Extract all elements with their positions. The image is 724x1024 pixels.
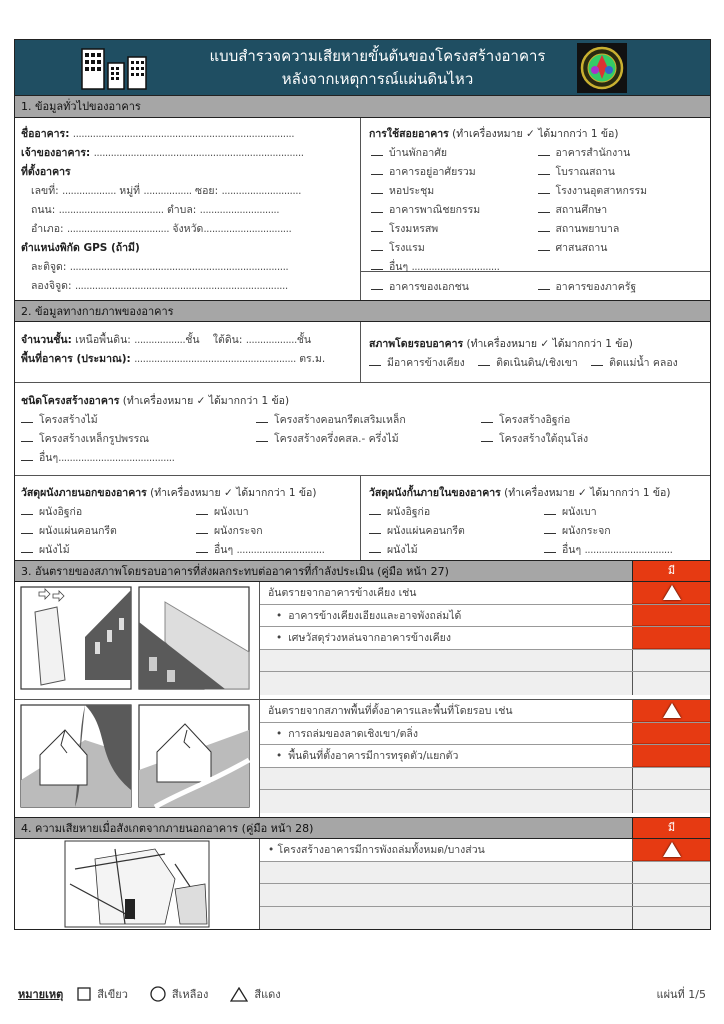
hazard-item: โครงสร้างอาคารมีการพังถล่มทั้งหมด/บางส่วน [277, 844, 485, 856]
form-header [15, 40, 710, 96]
red-mark-cell[interactable] [632, 745, 710, 767]
exterior-walls: วัสดุผนังภายนอกของอาคาร (ทำเครื่องหมาย ✓ ได้มากกว่า 1 ข้อ) ผนังอิฐก่อ ผนังเบา ผนังแผ่นคอนกรีต ผนังกระจก ผนังไม้ อื่นๆ ............................... [15, 476, 360, 560]
section-2-title: 2. ข้อมูลทางกายภาพของอาคาร [21, 305, 174, 318]
usage-option[interactable]: อาคารสำนักงาน [538, 144, 705, 163]
legend [18, 985, 706, 1003]
interior-wall-option[interactable]: ผนังไม้ [369, 541, 544, 560]
structure-type: ชนิดโครงสร้างอาคาร (ทำเครื่องหมาย ✓ ได้มากกว่า 1 ข้อ) โครงสร้างไม้ โครงสร้างคอนกรีตเสริมเหล็ก โครงสร้างอิฐก่อ โครงสร้างเหล็กรูปพรรณ โครงสร้างครึ่งคสล.- ครึ่งไม้ โครงสร้างใต้ถุนโล่ง อื่นๆ......................................... [15, 382, 710, 475]
red-mark-cell[interactable] [632, 723, 710, 745]
subdistrict-label: ตำบล: [166, 204, 197, 216]
legend-label: หมายเหตุ [18, 988, 64, 1001]
form-title [165, 45, 590, 91]
hazard-row-empty[interactable] [260, 672, 710, 695]
usage-option[interactable]: สถานศึกษา [538, 201, 705, 220]
structure-option[interactable]: โครงสร้างใต้ถุนโล่ง [481, 430, 704, 449]
usage-option[interactable]: โรงงานอุตสาหกรรม [538, 182, 705, 201]
longitude-label: ลองจิจูด: [31, 280, 72, 292]
latitude-label: ละติจูด: [31, 261, 67, 273]
owner-field[interactable]: .......................................................................... [93, 147, 304, 159]
province-label: จังหวัด [172, 223, 204, 235]
interior-walls: วัสดุผนังกั้นภายในของอาคาร (ทำเครื่องหมาย ✓ ได้มากกว่า 1 ข้อ) ผนังอิฐก่อ ผนังเบา ผนังแผ่นคอนกรีต ผนังกระจก ผนังไม้ อื่นๆ ............................... [360, 476, 710, 560]
usage-option[interactable]: บ้านพักอาศัย [371, 144, 538, 163]
survey-form [14, 39, 711, 930]
red-mark-cell[interactable] [632, 582, 710, 604]
floors-info: จำนวนชั้น: เหนือพื้นดิน: ..................ชั้น ใต้ดิน: ..................ชั้น พื้นที่อาคาร (ประมาณ): ......................................................... ตร.ม. [21, 334, 326, 365]
triangle-icon [663, 585, 681, 600]
wall-materials [15, 475, 710, 560]
title-line-1: แบบสำรวจความเสียหายขั้นต้นของโครงสร้างอาคาร [209, 47, 546, 65]
structure-option[interactable]: โครงสร้างคอนกรีตเสริมเหล็ก [256, 411, 481, 430]
hazard-heading: อันตรายจากอาคารข้างเคียง เช่น [268, 587, 417, 599]
hazard-row-empty[interactable] [260, 650, 710, 673]
moo-label: หมู่ที่ [119, 185, 141, 197]
interior-walls-title: วัสดุผนังกั้นภายในของอาคาร [369, 487, 501, 499]
structure-option[interactable]: โครงสร้างอิฐก่อ [481, 411, 704, 430]
buildings-icon [80, 48, 150, 90]
usage-title: การใช้สอยอาคาร [369, 128, 449, 140]
interior-wall-option[interactable]: ผนังเบา [544, 503, 704, 522]
district-field[interactable]: .................................... [66, 223, 170, 235]
exterior-damage-rows [260, 839, 710, 929]
structure-title: ชนิดโครงสร้างอาคาร [21, 395, 120, 407]
floors-below-field[interactable]: .................. [245, 334, 297, 346]
usage-option[interactable]: สถานพยาบาล [538, 220, 705, 239]
landslide-illustration [15, 700, 260, 817]
surroundings-title: สภาพโดยรอบอาคาร [369, 338, 464, 350]
legend-red: สีแดง [230, 985, 280, 1003]
usage-option[interactable]: อาคารอยู่อาศัยรวม [371, 163, 538, 182]
hazard-adjacent-buildings [15, 582, 710, 699]
section-4-header [15, 817, 710, 839]
floors-label: จำนวนชั้น: [21, 334, 72, 346]
building-name-field[interactable]: .............................................................................. [72, 128, 295, 140]
hazard-row-empty[interactable] [260, 862, 710, 885]
floors-and-surroundings [15, 322, 710, 382]
hazard-row: • เศษวัสดุร่วงหล่นจากอาคารข้างเคียง [260, 627, 710, 650]
hazard-item: พื้นดินที่ตั้งอาคารมีการทรุดตัว/แยกตัว [288, 750, 459, 763]
exterior-wall-option[interactable]: ผนังไม้ [21, 541, 196, 560]
surroundings-option[interactable]: ติดแม่น้ำ คลอง [591, 357, 678, 369]
house-no-label: เลขที่: [31, 185, 59, 197]
general-info [15, 118, 360, 300]
exterior-damage [15, 839, 710, 929]
red-mark-cell[interactable] [632, 839, 710, 861]
triangle-icon [663, 703, 681, 718]
structure-option-other[interactable]: อื่นๆ......................................... [21, 449, 256, 468]
building-usage [360, 118, 710, 300]
hazard-row-empty[interactable] [260, 768, 710, 791]
subdistrict-field[interactable]: ............................ [199, 204, 280, 216]
hazard-row: • อาคารข้างเคียงเอียงและอาจพังถล่มได้ [260, 605, 710, 628]
legend-yellow: สีเหลือง [150, 985, 208, 1003]
hazard-item: อาคารข้างเคียงเอียงและอาจพังถล่มได้ [288, 609, 462, 622]
adjacent-hazard-rows [260, 582, 710, 699]
section-4-title: 4. ความเสียหายเมื่อสังเกตจากภายนอกอาคาร (คู่มือ หน้า 28) [21, 822, 314, 835]
circle-icon [150, 986, 166, 1002]
road-field[interactable]: ..................................... [58, 204, 164, 216]
province-field[interactable]: ............................... [203, 223, 292, 235]
ownership-public[interactable]: อาคารของภาครัฐ [538, 278, 705, 300]
adjacent-building-illustration [15, 582, 260, 699]
section-4-present-header: มี [632, 817, 710, 839]
house-no-field[interactable]: ................... [62, 185, 116, 197]
hazard-heading: อันตรายจากสภาพพื้นที่ตั้งอาคารและพื้นที่โดยรอบ เช่น [268, 705, 513, 717]
usage-option[interactable]: โรงแรม [371, 239, 538, 258]
interior-wall-option[interactable]: ผนังอิฐก่อ [369, 503, 544, 522]
surroundings-option[interactable]: มีอาคารข้างเคียง [369, 357, 465, 369]
soi-field[interactable]: ............................ [221, 185, 301, 197]
section-1-header [15, 96, 710, 118]
section-3-present-header: มี [632, 560, 710, 582]
district-label: อำเภอ: [31, 223, 64, 235]
section-1-body [15, 118, 710, 300]
red-mark-cell[interactable] [632, 605, 710, 627]
hazard-site-conditions [15, 699, 710, 817]
hazard-row-empty[interactable] [260, 907, 710, 930]
hazard-row: • พื้นดินที่ตั้งอาคารมีการทรุดตัว/แยกตัว [260, 745, 710, 768]
section-3-title: 3. อันตรายของสภาพโดยรอบอาคารที่ส่งผลกระทบต่ออาคารที่กำลังประเมิน (คู่มือ หน้า 27) [21, 565, 449, 578]
site-hazard-rows [260, 700, 710, 817]
exterior-walls-title: วัสดุผนังภายนอกของอาคาร [21, 487, 147, 499]
longitude-field[interactable]: ........................................................................... [74, 280, 288, 292]
hazard-row-empty[interactable] [260, 790, 710, 813]
hazard-item: การถล่มของลาดเชิงเขา/ตลิ่ง [288, 727, 418, 740]
owner-label: เจ้าของอาคาร: [21, 147, 91, 159]
latitude-field[interactable]: ............................................................................. [69, 261, 289, 273]
page-number: แผ่นที่ 1/5 [656, 988, 706, 1001]
surroundings-option[interactable]: ติดเนินดิน/เชิงเขา [478, 357, 578, 369]
square-icon [77, 987, 91, 1001]
building-name-label: ชื่ออาคาร: [21, 128, 70, 140]
red-mark-cell[interactable] [632, 700, 710, 722]
exterior-wall-option[interactable]: ผนังกระจก [196, 522, 354, 541]
section-2-header [15, 300, 710, 322]
legend-green: สีเขียว [77, 985, 128, 1003]
location-label: ที่ตั้งอาคาร [21, 166, 71, 178]
area-field[interactable]: ......................................................... [134, 353, 296, 365]
interior-wall-option[interactable]: ผนังกระจก [544, 522, 704, 541]
usage-hint: (ทำเครื่องหมาย ✓ ได้มากกว่า 1 ข้อ) [452, 128, 619, 140]
exterior-wall-option[interactable]: ผนังเบา [196, 503, 354, 522]
usage-option[interactable]: โบราณสถาน [538, 163, 705, 182]
hazard-row-empty[interactable] [260, 884, 710, 907]
ownership-private[interactable]: อาคารของเอกชน [371, 278, 538, 300]
floors-above-field[interactable]: .................. [134, 334, 186, 346]
usage-option[interactable]: หอประชุม [371, 182, 538, 201]
exterior-wall-option[interactable]: ผนังอิฐก่อ [21, 503, 196, 522]
soi-label: ซอย: [194, 185, 219, 197]
usage-option[interactable]: อาคารพาณิชยกรรม [371, 201, 538, 220]
interior-wall-option-other[interactable]: อื่นๆ ............................... [544, 541, 704, 560]
area-label: พื้นที่อาคาร (ประมาณ): [21, 353, 131, 365]
structure-option[interactable]: โครงสร้างไม้ [21, 411, 256, 430]
collapse-illustration [15, 839, 260, 929]
structure-option[interactable]: โครงสร้างครึ่งคสล.- ครึ่งไม้ [256, 430, 481, 449]
hazard-row: • โครงสร้างอาคารมีการพังถล่มทั้งหมด/บางส่วน [260, 839, 710, 862]
structure-option[interactable]: โครงสร้างเหล็กรูปพรรณ [21, 430, 256, 449]
usage-option-other[interactable]: อื่นๆ ............................... [371, 258, 538, 277]
usage-option[interactable]: โรงมหรสพ [371, 220, 538, 239]
triangle-outline-icon [230, 987, 248, 1002]
interior-wall-option[interactable]: ผนังแผ่นคอนกรีต [369, 522, 544, 541]
moo-field[interactable]: ................. [143, 185, 192, 197]
emblem-seal-icon [577, 43, 627, 93]
usage-option[interactable]: ศาสนสถาน [538, 239, 705, 258]
hazard-row: • การถล่มของลาดเชิงเขา/ตลิ่ง [260, 723, 710, 746]
triangle-icon [663, 842, 681, 857]
exterior-wall-option-other[interactable]: อื่นๆ ............................... [196, 541, 354, 560]
gps-label: ตำแหน่งพิกัด GPS (ถ้ามี) [21, 242, 140, 254]
red-mark-cell[interactable] [632, 627, 710, 649]
hazard-row [260, 700, 710, 723]
title-line-2: หลังจากเหตุการณ์แผ่นดินไหว [281, 70, 474, 88]
hazard-item: เศษวัสดุร่วงหล่นจากอาคารข้างเคียง [288, 632, 451, 645]
section-3-header [15, 560, 710, 582]
section-1-title: 1. ข้อมูลทั่วไปของอาคาร [21, 100, 141, 113]
surroundings: สภาพโดยรอบอาคาร (ทำเครื่องหมาย ✓ ได้มากกว่า 1 ข้อ) มีอาคารข้างเคียง ติดเนินดิน/เชิงเขา ติดแม่น้ำ คลอง [360, 322, 710, 382]
hazard-row [260, 582, 710, 605]
road-label: ถนน: [31, 204, 56, 216]
exterior-wall-option[interactable]: ผนังแผ่นคอนกรีต [21, 522, 196, 541]
